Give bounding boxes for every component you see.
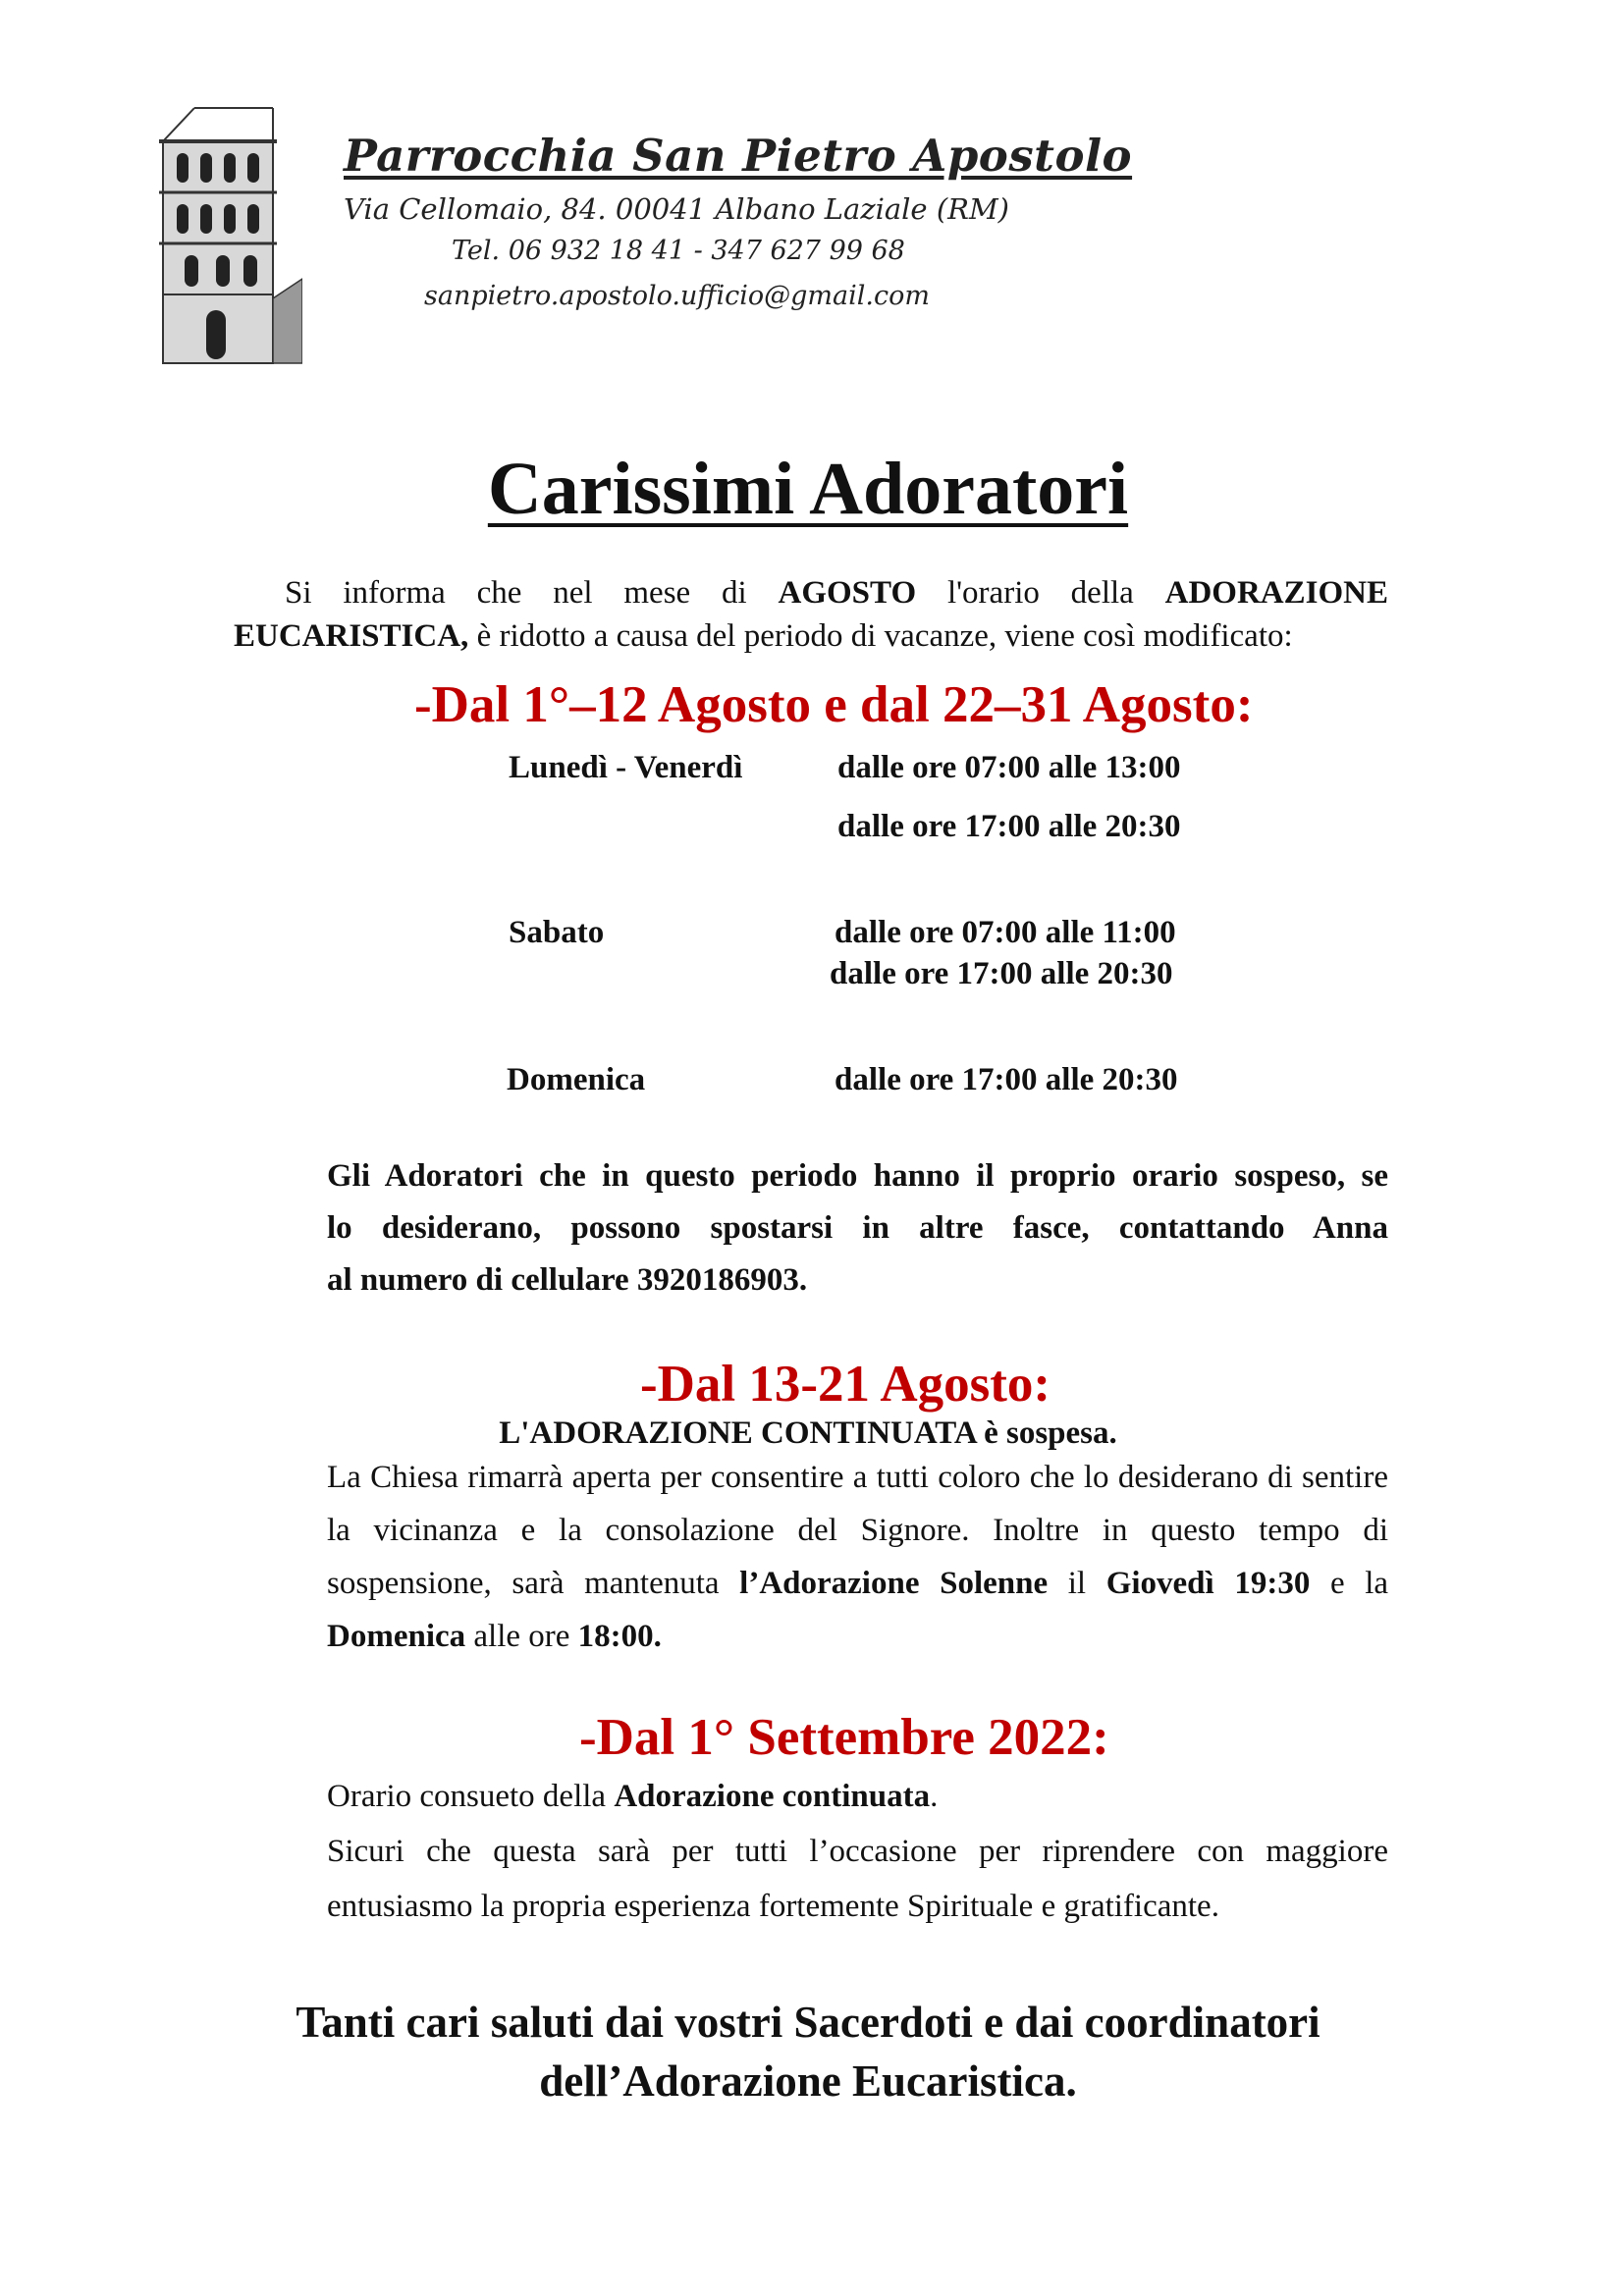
schedule-time: dalle ore 17:00 alle 20:30 [835, 1062, 1178, 1097]
intro-text-1: Si informa che nel mese di [285, 575, 779, 611]
intro-eucaristica: EUCARISTICA, [234, 618, 469, 654]
para-text: alle ore [465, 1619, 578, 1654]
schedule-time: dalle ore 17:00 alle 20:30 [830, 956, 1173, 991]
schedule-time: dalle ore 17:00 alle 20:30 [837, 809, 1181, 844]
section-2-heading: -Dal 13-21 Agosto: [640, 1356, 1051, 1413]
section-2-paragraph [327, 1451, 1388, 1663]
para-text: . [930, 1779, 939, 1814]
note-line: Gli Adoratori che in questo periodo hanno il proprio orario sospeso, se [327, 1158, 1388, 1194]
closing-greeting [0, 1993, 1616, 2110]
para-bold: Adorazione continuata [614, 1779, 931, 1814]
para-bold: l’Adorazione Solenne [739, 1566, 1049, 1601]
schedule-day-weekdays: Lunedì - Venerdì [509, 750, 743, 785]
note-line: al numero di cellulare 3920186903. [327, 1262, 808, 1298]
section-1-note [327, 1150, 1388, 1307]
para-text: e la [1310, 1566, 1389, 1601]
section-1-heading: -Dal 1°–12 Agosto e dal 22–31 Agosto: [414, 676, 1254, 733]
para-bold: Domenica [327, 1619, 466, 1654]
page-title-text: Carissimi Adoratori [487, 448, 1129, 530]
schedule-day-saturday: Sabato [509, 915, 605, 950]
section-3-heading: -Dal 1° Settembre 2022: [579, 1709, 1109, 1766]
intro-month: AGOSTO [778, 575, 917, 611]
bell-tower-icon [155, 102, 302, 365]
para-text: La Chiesa rimarrà aperta per consentire a tutti coloro che lo desiderano di sentire la vicinanza e la consolazione del Signore. Inoltre in questo tempo di sospensione, sarà mantenuta [327, 1460, 1388, 1601]
parish-address: Via Cellomaio, 84. 00041 Albano Laziale (RM) [344, 192, 1009, 226]
note-line: lo desiderano, possono spostarsi in altre fasce, contattando Anna [327, 1210, 1388, 1246]
page-title [0, 447, 1616, 532]
section-2-subheading: L'ADORAZIONE CONTINUATA è sospesa. [499, 1415, 1117, 1451]
parish-phone: Tel. 06 932 18 41 - 347 627 99 68 [452, 236, 905, 266]
schedule-time: dalle ore 07:00 alle 11:00 [835, 915, 1176, 950]
intro-text-3: è ridotto a causa del periodo di vacanze, viene così modificato: [468, 618, 1293, 654]
para-text: il [1048, 1566, 1106, 1601]
parish-email: sanpietro.apostolo.ufficio@gmail.com [424, 281, 930, 311]
intro-text-2: l'orario della [916, 575, 1165, 611]
intro-adorazione: ADORAZIONE [1164, 575, 1388, 611]
closing-line-2: dell’Adorazione Eucaristica. [539, 2056, 1077, 2106]
parish-name: Parrocchia San Pietro Apostolo [344, 130, 1133, 182]
intro-line-2 [234, 614, 1388, 658]
closing-line-1: Tanti cari saluti dai vostri Sacerdoti e dai coordinatori [296, 1998, 1320, 2047]
para-bold: Giovedì 19:30 [1105, 1566, 1311, 1601]
schedule-time: dalle ore 07:00 alle 13:00 [837, 750, 1181, 785]
intro-line-1 [234, 571, 1388, 614]
para-bold: 18:00. [577, 1619, 662, 1654]
section-3-line-1 [327, 1769, 1388, 1824]
section-3-line-3: entusiasmo la propria esperienza fortemente Spirituale e gratificante. [327, 1889, 1219, 1924]
schedule-day-sunday: Domenica [507, 1062, 646, 1097]
section-3-paragraph [327, 1769, 1388, 1934]
section-3-line-2: Sicuri che questa sarà per tutti l’occasione per riprendere con maggiore [327, 1834, 1388, 1869]
para-text: Orario consueto della [327, 1779, 615, 1814]
